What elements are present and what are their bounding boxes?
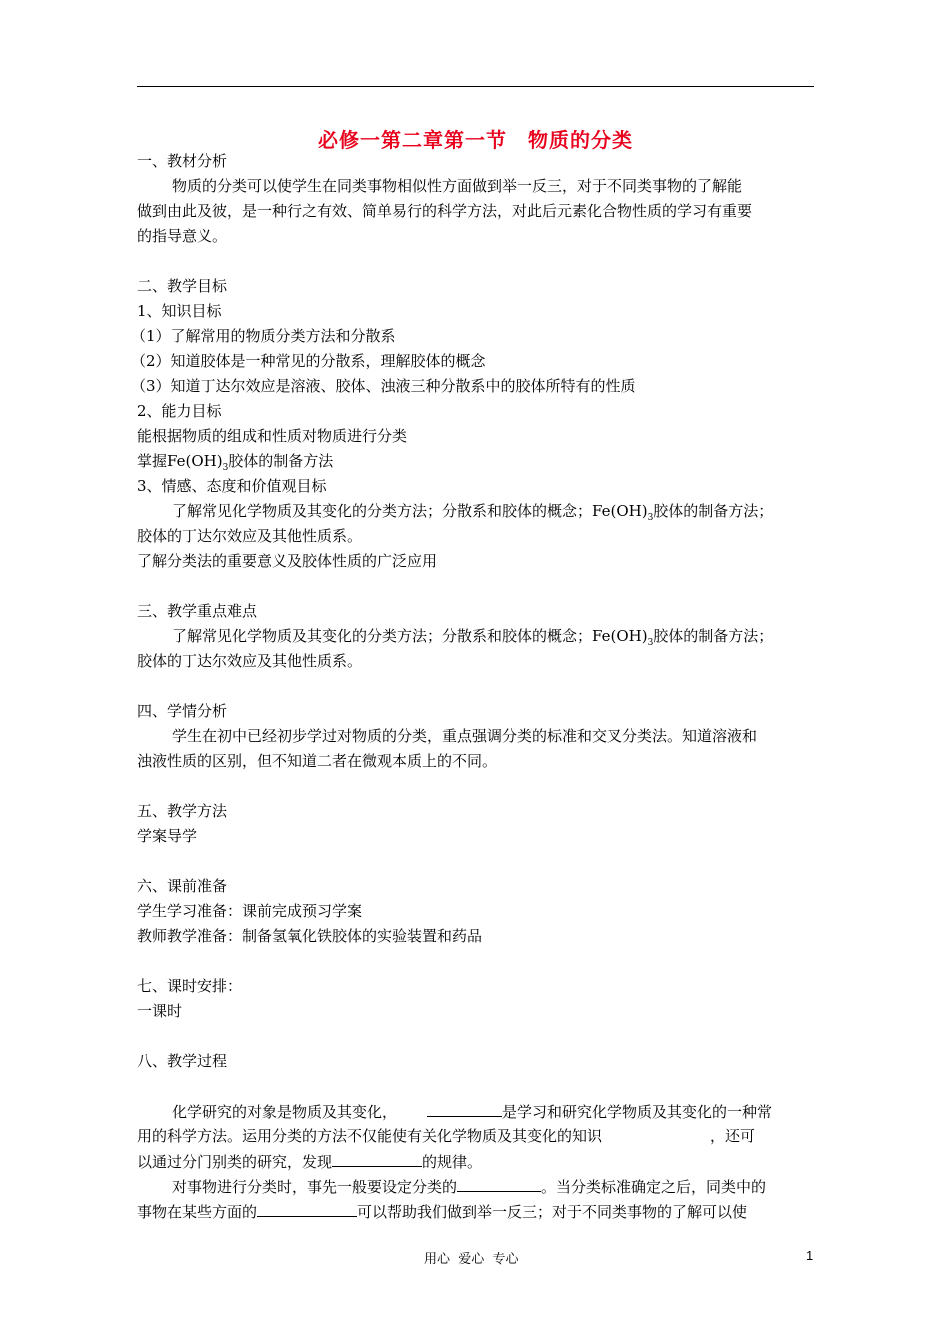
paragraph-line: 浊液性质的区别，但不知道二者在微观本质上的不同。 xyxy=(137,752,498,770)
fill-blank xyxy=(332,1151,422,1167)
paragraph-line: 了解常见化学物质及其变化的分类方法；分散系和胶体的概念；$Fe(OH)_3$胶体的制备方法； xyxy=(172,627,774,648)
paragraph-line: 物质的分类可以使学生在同类事物相似性方面做到举一反三，对于不同类事物的了解能 xyxy=(172,177,743,195)
paragraph-line: 学生在初中已经初步学过对物质的分类，重点强调分类的标准和交叉分类法。知道溶液和 xyxy=(172,727,758,745)
list-item: （3）知道丁达尔效应是溶液、胶体、浊液三种分散系中的胶体所特有的性质 xyxy=(131,377,636,395)
paragraph-line: 化学研究的对象是物质及其变化， 是学习和研究化学物质及其变化的一种常 xyxy=(172,1103,773,1121)
section-heading-3: 三、教学重点难点 xyxy=(137,602,258,620)
list-item: （2）知道胶体是一种常见的分散系，理解胶体的概念 xyxy=(131,352,486,370)
footer-motto: 用心 爱心 专心 xyxy=(424,1252,519,1267)
section-heading-6: 六、课前准备 xyxy=(137,877,228,895)
list-item: （1）了解常用的物质分类方法和分散系 xyxy=(131,327,396,345)
paragraph-line: 以通过分门别类的研究，发现 的规律。 xyxy=(137,1153,483,1171)
section-heading-7: 七、课时安排： xyxy=(137,977,243,995)
paragraph-line: 做到由此及彼，是一种行之有效、简单易行的科学方法，对此后元素化合物性质的学习有重要 xyxy=(137,202,753,220)
paragraph-line: 事物在某些方面的 可以帮助我们做到举一反三；对于不同类事物的了解可以使 xyxy=(137,1203,748,1221)
paragraph-line: 用的科学方法。运用分类的方法不仅能使有关化学物质及其变化的知识 ，还可 xyxy=(137,1127,756,1145)
paragraph-line: 对事物进行分类时，事先一般要设定分类的 。当分类标准确定之后，同类中的 xyxy=(172,1178,767,1196)
subheading-knowledge: 1、知识目标 xyxy=(137,302,222,320)
section-heading-2: 二、教学目标 xyxy=(137,277,228,295)
paragraph-line: 掌握$Fe(OH)_3$胶体的制备方法 xyxy=(137,452,334,473)
header-rule xyxy=(137,86,814,87)
paragraph-line: 的指导意义。 xyxy=(137,227,228,245)
section-heading-5: 五、教学方法 xyxy=(137,802,228,820)
fill-blank xyxy=(427,1101,502,1117)
document-title: 必修一第二章第一节 物质的分类 xyxy=(318,128,633,152)
paragraph-line: 教师教学准备：制备氢氧化铁胶体的实验装置和药品 xyxy=(137,927,483,945)
fill-blank xyxy=(457,1176,541,1192)
paragraph-line: 能根据物质的组成和性质对物质进行分类 xyxy=(137,427,408,445)
subheading-attitude: 3、情感、态度和价值观目标 xyxy=(137,477,327,495)
subheading-ability: 2、能力目标 xyxy=(137,402,222,420)
paragraph-line: 学案导学 xyxy=(137,827,198,845)
section-heading-8: 八、教学过程 xyxy=(137,1052,228,1070)
paragraph-line: 一课时 xyxy=(137,1002,183,1020)
paragraph-line: 胶体的丁达尔效应及其他性质系。 xyxy=(137,652,363,670)
paragraph-line: 了解分类法的重要意义及胶体性质的广泛应用 xyxy=(137,552,438,570)
page-number: 1 xyxy=(806,1248,814,1263)
section-heading-1: 一、教材分析 xyxy=(137,152,228,170)
paragraph-line: 了解常见化学物质及其变化的分类方法；分散系和胶体的概念；$Fe(OH)_3$胶体的制备方法； xyxy=(172,502,774,523)
paragraph-line: 学生学习准备：课前完成预习学案 xyxy=(137,902,363,920)
fill-blank xyxy=(257,1201,357,1217)
section-heading-4: 四、学情分析 xyxy=(137,702,228,720)
paragraph-line: 胶体的丁达尔效应及其他性质系。 xyxy=(137,527,363,545)
